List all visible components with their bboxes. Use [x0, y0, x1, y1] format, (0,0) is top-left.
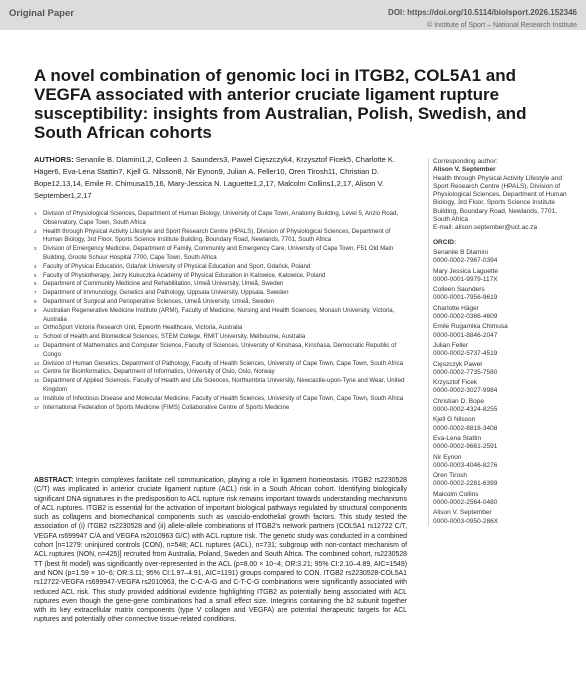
- affiliation-number: 3: [34, 246, 37, 252]
- affiliation-number: 6: [34, 281, 37, 287]
- orcid-name: Nir Eynon: [433, 453, 462, 461]
- orcid-item: [433, 472, 568, 489]
- affiliation-number: 5: [34, 272, 37, 278]
- orcid-name: Cięszczyk Paweł: [433, 360, 482, 368]
- affiliation-text: Department of Applied Sciences, Faculty of Health and Life Sciences, Northumbria University, Newcastle-upon-Tyne and Wear, United Kingdom: [43, 377, 405, 393]
- orcid-name: Alison V. September: [433, 509, 492, 517]
- orcid-name: Krzysztof Ficek: [433, 379, 478, 387]
- orcid-item: [433, 491, 568, 508]
- affiliation-item: [34, 360, 407, 369]
- affiliation-text: Australian Regenerative Medicine Institute (ARMI), Faculty of Medicine, Nursing and Health Sciences, Monash University, Victoria, Australia: [43, 306, 395, 323]
- orcid-name: Malcolm Collins: [433, 490, 479, 498]
- doi-link[interactable]: DOI: https://doi.org/10.5114/biolsport.2026.152346: [388, 8, 577, 17]
- affiliation-item: [34, 280, 407, 289]
- orcid-item: [433, 435, 568, 452]
- orcid-item: [433, 249, 568, 266]
- affiliation-item: [34, 263, 407, 272]
- affiliation-text: Division of Emergency Medicine, Department of Family, Community and Emergency Care, University of Cape Town, F51 Old Main Building, Groote Schuur Hospital 7700, Cape Town, South Africa: [43, 245, 394, 261]
- abstract-text: Integrin complexes facilitate cell communication, playing a role in ligament homeostasis. ITGB2 rs2230528 (C/T) was implicated in anterior cruciate ligament rupture (ACL) risk in a South African cohort. Identifying biologically significant DNA signatures in the predisposition to ACL rupture risk remains important towards understanding mechanisms of ACL ruptures. ITGB2 is essential for the activation of important biological pathways regulated by structural components such as collagens and biomechanical components such as vasculo-endothelial growth factors. This study tested the association of (i) ITGB2 rs2230528 and (ii) allele-allele combinations of ITGB2's network partners (COL5A1 rs12722 C/T, VEGFA rs699947 C/A and VEGFA rs2010963 G/C) with ACL rupture risk. The genetic study was conducted in a combined cohort [n=1279: uninjured controls (CON), n=548; ACL ruptures (ACL), n=731; subgroup with non-contact mechanism of ACL ruptures (NON, n=425)] recruited from Australia, Poland, Sweden and South Africa. The combined cohort, rs2230528 TT (best fit model) was significantly over-represented in the ACL (p=8.00 × 10−4; OR:3.21; 95% CI:2.10–4.89, AIC=1549) and NON (p=1.59 × 10−6; OR:3.11; 95% CI:1.97–4.91, AIC=1191) groups compared to CON. ITGB2 rs2230528-COL5A1 rs12722-VEGFA rs699947-VEGFA rs2010963, the C-C-A-G and C-T-C-G combinations were significantly associated with reduced ACL risk. This study provided additional evidence highlighting ITGB2 as potentially being associated with ACL ruptures even though the gene-gene combinations had a small effect size. Integrins containing the b2 subunit together with its key extracellular matrix components (type V collagen and VEGFA) are potential therapeutic targets for ACL ruptures and potentially other connective tissue-related conditions.: [34, 477, 408, 624]
- abstract-block: [34, 476, 407, 625]
- corresponding-address: Health through Physical Activity Lifestyle and Sport Research Centre (HPALS), Division of Physiological Sciences, Department of Human Biology, 3rd Floor, Sports Science Institute Building, Boundary Road, Newlands, 7701, South Africa: [433, 174, 567, 224]
- affiliation-text: Faculty of Physiotherapy, Jerzy Kukuczka Academy of Physical Education in Katowice, Katowice, Poland: [43, 271, 326, 279]
- corresponding-label: Corresponding author:: [433, 158, 498, 165]
- orcid-item: [433, 268, 568, 285]
- orcid-item: [433, 361, 568, 378]
- orcid-item: [433, 323, 568, 340]
- orcid-id-link[interactable]: 0000-0002-2564-0480: [433, 498, 498, 506]
- orcid-name: Colleen Saunders: [433, 286, 485, 294]
- affiliation-text: OrthoSport Victoria Research Unit, Epworth Healthcare, Victoria, Australia: [43, 324, 243, 332]
- orcid-label: ORCID:: [433, 238, 457, 246]
- affiliation-text: Division of Human Genetics, Department of Pathology, Faculty of Health Sciences, University of Cape Town, Cape Town, South Africa: [43, 359, 404, 367]
- affiliation-text: Department of Mathematics and Computer Science, Faculty of Sciences, University of Kinshasa, Kinshasa, Democratic Republic of Congo: [43, 341, 397, 358]
- paper-title: A novel combination of genomic loci in ITGB2, COL5A1 and VEGFA associated with anterior cruciate ligament rupture susceptibility: insights from Australian, Polish, Swedish, and South African cohorts: [34, 66, 527, 142]
- orcid-item: [433, 342, 568, 359]
- affiliation-text: Health through Physical Activity Lifestyle and Sport Research Centre (HPALS), Division of Physiological Sciences, Department of Human Biology, 3rd Floor, Sports Science Institute Building, Boundary Road, Newlands, 7701, South Africa: [43, 227, 391, 244]
- orcid-id-link[interactable]: 0000-0002-7735-7580: [433, 368, 498, 376]
- orcid-id-link[interactable]: 0000-0003-0950-286X: [433, 517, 499, 525]
- orcid-name: Mary Jessica Laguette: [433, 267, 499, 275]
- affiliation-number: 7: [34, 290, 37, 296]
- affiliation-item: [34, 368, 407, 377]
- affiliation-text: Faculty of Physical Education, Gdańsk University of Physical Education and Sport, Gdańsk, Poland: [43, 262, 311, 270]
- affiliation-item: [34, 342, 407, 360]
- authors-block: [34, 154, 407, 202]
- affiliation-number: 10: [34, 325, 40, 331]
- affiliation-text: Division of Physiological Sciences, Department of Human Biology, University of Cape Town, Anatomy Building, Level 5, Anzio Road, Observatory, Cape Town, South Africa: [43, 210, 399, 226]
- paper-type-label: Original Paper: [9, 8, 74, 19]
- affiliation-item: [34, 272, 407, 281]
- affiliation-item: [34, 404, 407, 413]
- authors-list: Senanile B. Dlamini1,2, Colleen J. Saunders3, Paweł Cięszczyk4, Krzysztof Ficek5, Charlotte K. Häger6, Eva-Lena Stattin7, Kjell G. Nilsson8, Nir Eynon9, Julian A. Feller10, Oren Tirosh11, Christian D. Bope12,13,14, Emile R. Chimusa15,16, Mary-Jessica N. Laguette1,2,17, Malcolm Collins1,2,17, Alison V. September1,2,17: [34, 155, 395, 200]
- orcid-item: [433, 398, 568, 415]
- orcid-id-link[interactable]: 0000-0001-9979-117X: [433, 275, 498, 283]
- affiliation-number: 11: [34, 334, 39, 340]
- orcid-name: Christian D. Bope: [433, 397, 484, 405]
- orcid-item: [433, 416, 568, 433]
- orcid-name: Kjell G Nilsson: [433, 416, 476, 424]
- affiliation-number: 8: [34, 298, 37, 304]
- affiliation-number: 16: [34, 395, 40, 401]
- orcid-id-link[interactable]: 0000-0002-7967-0394: [433, 257, 498, 265]
- orcid-item: [433, 305, 568, 322]
- orcid-item: [433, 286, 568, 303]
- corresponding-name: Alison V. September: [433, 166, 496, 174]
- affiliation-number: 17: [34, 404, 40, 410]
- affiliation-number: 9: [34, 307, 37, 313]
- affiliation-item: [34, 228, 407, 246]
- orcid-item: [433, 454, 568, 471]
- affiliation-item: [34, 298, 407, 307]
- affiliation-item: [34, 324, 407, 333]
- orcid-name: Oren Tirosh: [433, 472, 467, 480]
- orcid-id-link[interactable]: 0000-0001-7956-9619: [433, 294, 498, 302]
- orcid-id-link[interactable]: 0000-0001-8846-2047: [433, 331, 498, 339]
- orcid-id-link[interactable]: 0000-0002-9661-2591: [433, 443, 498, 451]
- orcid-id-link[interactable]: 0000-0003-4046-8276: [433, 461, 498, 469]
- affiliation-text: Department of Immunology, Genetics and Pathology, Uppsala University, Uppsala, Sweden: [43, 289, 289, 297]
- copyright-notice: © Institute of Sport – National Research Institute: [427, 22, 577, 29]
- affiliation-item: [34, 333, 407, 342]
- affiliation-text: Department of Surgical and Perioperative Sciences, Umeå University, Umeå, Sweden: [43, 297, 274, 305]
- affiliation-number: 1: [34, 211, 37, 216]
- affiliation-number: 14: [34, 369, 40, 375]
- affiliation-item: [34, 377, 407, 395]
- affiliation-number: 2: [34, 228, 37, 234]
- affiliations-list: [34, 210, 407, 412]
- sidebar: [428, 158, 568, 526]
- affiliation-text: Department of Community Medicine and Rehabilitation, Umeå University, Umeå, Sweden: [43, 280, 284, 288]
- orcid-id-link[interactable]: 0000-0002-3027-9984: [433, 387, 498, 395]
- orcid-name: Eva-Lena Stattin: [433, 434, 482, 442]
- affiliation-text: School of Health and Biomedical Sciences, STEM College, RMIT University, Melbourne, Australia: [43, 333, 306, 341]
- corresponding-email[interactable]: E-mail: alison.september@uct.ac.za: [433, 224, 538, 232]
- affiliation-number: 12: [34, 342, 40, 348]
- affiliation-item: [34, 245, 407, 263]
- affiliation-number: 13: [34, 360, 40, 366]
- affiliation-item: [34, 395, 407, 404]
- abstract-label: ABSTRACT:: [34, 477, 74, 484]
- orcid-name: Emile Rugamika Chimusa: [433, 323, 508, 331]
- orcid-item: [433, 509, 568, 526]
- authors-label: AUTHORS:: [34, 155, 74, 164]
- affiliation-number: 4: [34, 263, 37, 269]
- affiliation-item: [34, 210, 407, 228]
- orcid-name: Senanile B Dlamini: [433, 248, 488, 256]
- orcid-id-link[interactable]: 0000-0002-4324-8255: [433, 406, 498, 414]
- affiliation-text: International Federation of Sports Medicine (FIMS) Collaborative Centre of Sports Medicine: [43, 403, 290, 411]
- orcid-list: [433, 249, 568, 526]
- orcid-name: Julian Feller: [433, 341, 469, 349]
- affiliation-text: Centre for Bioinformatics, Department of Informatics, University of Oslo, Oslo, Norway: [43, 368, 275, 376]
- orcid-item: [433, 379, 568, 396]
- orcid-name: Charlotte Häger: [433, 304, 479, 312]
- affiliation-item: [34, 289, 407, 298]
- affiliation-text: Institute of Infectious Disease and Molecular Medicine, Faculty of Health Sciences, University of Cape Town, Cape Town, South Africa: [43, 394, 404, 402]
- affiliation-item: [34, 307, 407, 325]
- orcid-id-link[interactable]: 0000-0002-0366-4609: [433, 313, 498, 321]
- orcid-id-link[interactable]: 0000-0002-5737-4519: [433, 350, 498, 358]
- affiliation-number: 15: [34, 378, 40, 384]
- orcid-id-link[interactable]: 0000-0002-2281-6399: [433, 480, 498, 488]
- orcid-id-link[interactable]: 0000-0002-8818-3408: [433, 424, 498, 432]
